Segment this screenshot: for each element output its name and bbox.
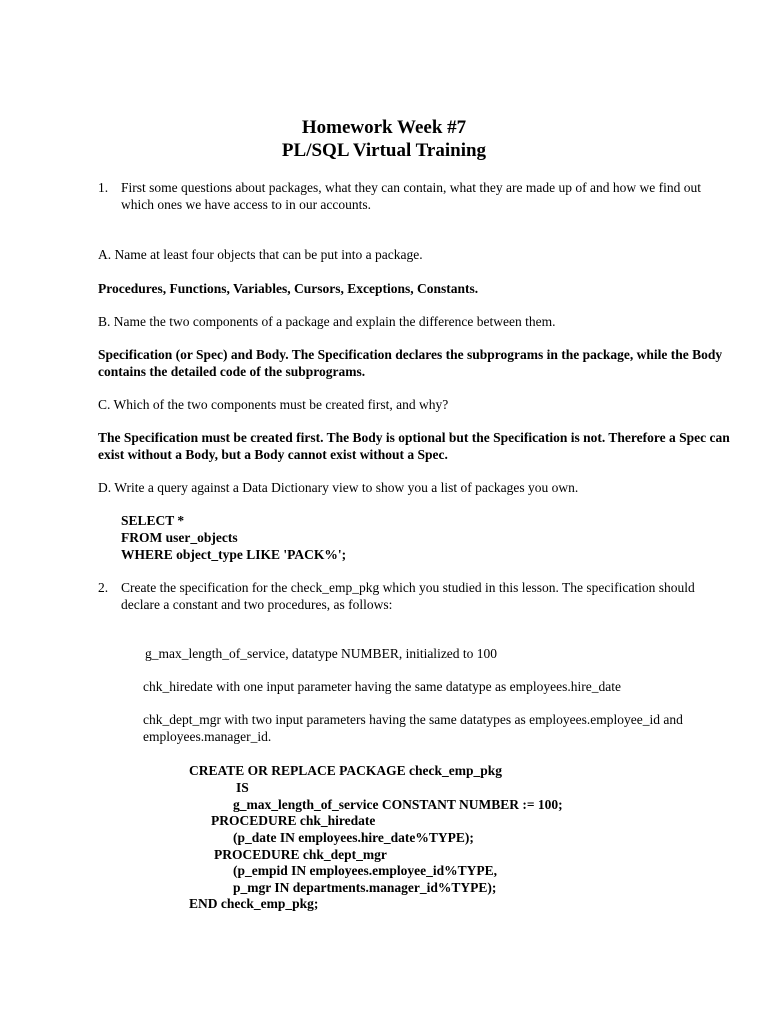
answer-c: The Specification must be created first. The Body is optional but the Specification is not. Therefore a Spec can exist without a Body, but a Body cannot exist without a Spec. — [98, 430, 730, 462]
spec-item-chk-hiredate: chk_hiredate with one input parameter having the same datatype as employees.hire_date — [143, 679, 621, 694]
code-line-4: PROCEDURE chk_hiredate — [211, 813, 376, 828]
question-1-number: 1. — [98, 180, 109, 195]
code-line-2: IS — [236, 780, 249, 795]
question-c: C. Which of the two components must be created first, and why? — [98, 397, 449, 412]
spec-item-chk-dept-mgr: chk_dept_mgr with two input parameters having the same datatypes as employees.employee_id and employees.manager_id. — [143, 712, 683, 744]
spec-item-constant: g_max_length_of_service, datatype NUMBER, initialized to 100 — [145, 646, 498, 661]
question-b: B. Name the two components of a package and explain the difference between them. — [98, 314, 556, 329]
document-title: Homework Week #7 — [301, 117, 467, 138]
question-a: A. Name at least four objects that can be put into a package. — [98, 247, 423, 262]
code-line-6: PROCEDURE chk_dept_mgr — [214, 847, 387, 862]
question-2-text: Create the specification for the check_emp_pkg which you studied in this lesson. The specification should declare a constant and two procedures, as follows: — [121, 580, 695, 612]
code-line-7: (p_empid IN employees.employee_id%TYPE, — [233, 863, 497, 878]
code-line-5: (p_date IN employees.hire_date%TYPE); — [233, 830, 474, 845]
document-subtitle: PL/SQL Virtual Training — [281, 140, 487, 161]
code-line-9: END check_emp_pkg; — [189, 896, 319, 911]
code-line-8: p_mgr IN departments.manager_id%TYPE); — [233, 880, 497, 895]
question-d: D. Write a query against a Data Dictionary view to show you a list of packages you own. — [98, 480, 579, 495]
code-line-3: g_max_length_of_service CONSTANT NUMBER := 100; — [233, 797, 563, 812]
answer-b: Specification (or Spec) and Body. The Specification declares the subprograms in the package, while the Body contains the detailed code of the subprograms. — [98, 347, 723, 379]
sql-line-2: FROM user_objects — [121, 530, 238, 545]
question-1 — [98, 179, 728, 213]
question-2 — [98, 579, 728, 613]
question-2-number: 2. — [98, 580, 109, 595]
sql-line-1: SELECT * — [121, 513, 185, 528]
code-line-1: CREATE OR REPLACE PACKAGE check_emp_pkg — [189, 763, 503, 778]
sql-line-3: WHERE object_type LIKE 'PACK%'; — [121, 547, 347, 562]
answer-a: Procedures, Functions, Variables, Cursors, Exceptions, Constants. — [98, 281, 479, 296]
question-1-text: First some questions about packages, what they can contain, what they are made up of and how we find out which ones we have access to in our accounts. — [121, 180, 701, 212]
